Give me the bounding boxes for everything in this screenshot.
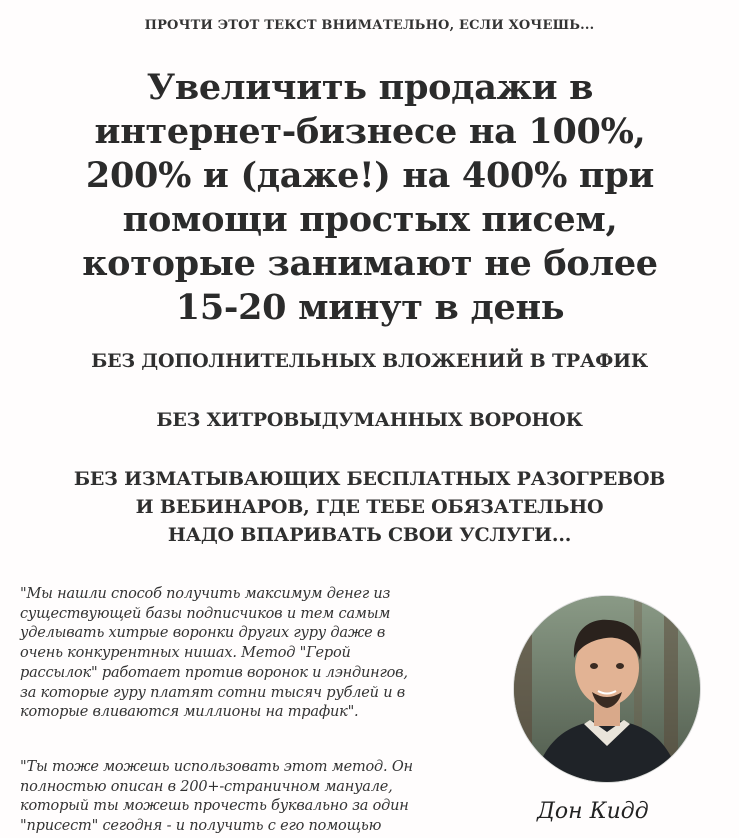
author-signature-text: Дон Кидд [537,799,649,824]
headline-line: которые занимают не более [82,243,658,284]
headline-line: 200% и (даже!) на 400% при [85,155,655,196]
quote-line: который ты можешь прочесть буквально за один [20,798,409,815]
quote-line: рассылок" работает против воронок и лэндингов, [20,664,408,681]
subheading-no-funnels [0,406,739,434]
quote-paragraph [20,585,500,723]
quote-paragraph [20,758,500,837]
quote-line: полностью описан в 200+-страничном мануале, [20,778,393,795]
subheading-line: БЕЗ ИЗМАТЫВАЮЩИХ БЕСПЛАТНЫХ РАЗОГРЕВОВ [73,468,666,490]
subheading-line: И ВЕБИНАРОВ, ГДЕ ТЕБЕ ОБЯЗАТЕЛЬНО [135,496,604,518]
subheading-line: БЕЗ ХИТРОВЫДУМАННЫХ ВОРОНОК [156,409,583,431]
quote-line: уделывать хитрые воронки других гуру даже в [20,625,386,642]
headline [40,66,700,330]
author-photo [514,596,700,782]
headline-line: 15-20 минут в день [175,287,565,328]
subheading-line: НАДО ВПАРИВАТЬ СВОИ УСЛУГИ... [167,524,572,546]
eyebrow-text: ПРОЧТИ ЭТОТ ТЕКСТ ВНИМАТЕЛЬНО, ЕСЛИ ХОЧЕШЬ... [144,18,595,33]
quote-line: "присест" сегодня - и получить с его помощью [20,818,382,835]
subheading-no-webinars [0,465,739,549]
quote-line: "Мы нашли способ получить максимум денег из [20,586,391,602]
quote-line: за которые гуру платят сотни тысяч рублей и в [20,684,405,701]
headline-line: Увеличить продажи в [146,67,594,108]
author-portrait [514,596,700,782]
quote-line: очень конкурентных нишах. Метод "Герой [20,645,351,662]
quote-line: "Ты тоже можешь использовать этот метод. Он [20,759,413,775]
subheading-line: БЕЗ ДОПОЛНИТЕЛЬНЫХ ВЛОЖЕНИЙ В ТРАФИК [91,350,648,372]
quote-line: существующей базы подписчиков и тем самым [20,605,391,622]
author-signature-image [533,790,693,830]
headline-line: помощи простых писем, [122,199,618,240]
quote-line: которые вливаются миллионы на трафик". [20,704,359,721]
subheading-no-traffic [0,347,739,375]
headline-line: интернет-бизнесе на 100%, [94,111,646,152]
